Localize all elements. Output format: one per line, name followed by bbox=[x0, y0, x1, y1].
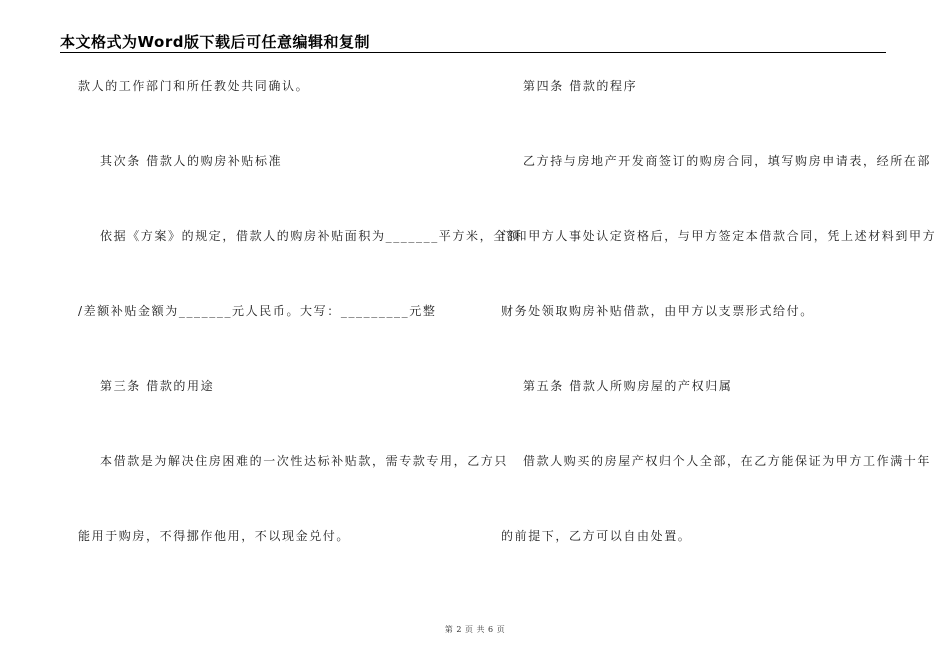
left-line-7: 能用于购房，不得挪作他用，不以现金兑付。 bbox=[78, 529, 351, 543]
right-line-7: 的前提下，乙方可以自由处置。 bbox=[501, 529, 692, 543]
right-heading-article-4: 第四条 借款的程序 bbox=[523, 79, 638, 93]
right-heading-article-5: 第五条 借款人所购房屋的产权归属 bbox=[523, 379, 733, 393]
header-divider bbox=[60, 52, 886, 53]
left-line-4: /差额补贴金额为_______元人民币。大写：_________元整 bbox=[78, 304, 437, 318]
left-heading-article-3: 第三条 借款的用途 bbox=[100, 379, 215, 393]
header-title: 本文格式为Word版下载后可任意编辑和复制 bbox=[60, 33, 370, 51]
right-line-2: 乙方持与房地产开发商签订的购房合同，填写购房申请表，经所在部 bbox=[523, 154, 932, 168]
left-line-3: 依据《方案》的规定，借款人的购房补贴面积为_______平方米，全额 bbox=[100, 229, 521, 243]
left-line-6: 本借款是为解决住房困难的一次性达标补贴款，需专款专用，乙方只 bbox=[100, 454, 509, 468]
page-number: 第 2 页 共 6 页 bbox=[444, 625, 506, 634]
left-line-1: 款人的工作部门和所任教处共同确认。 bbox=[78, 79, 310, 93]
right-line-4: 财务处领取购房补贴借款，由甲方以支票形式给付。 bbox=[501, 304, 814, 318]
right-line-3: 门和甲方人事处认定资格后，与甲方签定本借款合同，凭上述材料到甲方 bbox=[501, 229, 937, 243]
right-line-6: 借款人购买的房屋产权归个人全部，在乙方能保证为甲方工作满十年 bbox=[523, 454, 932, 468]
left-heading-article-2: 其次条 借款人的购房补贴标准 bbox=[100, 154, 283, 168]
